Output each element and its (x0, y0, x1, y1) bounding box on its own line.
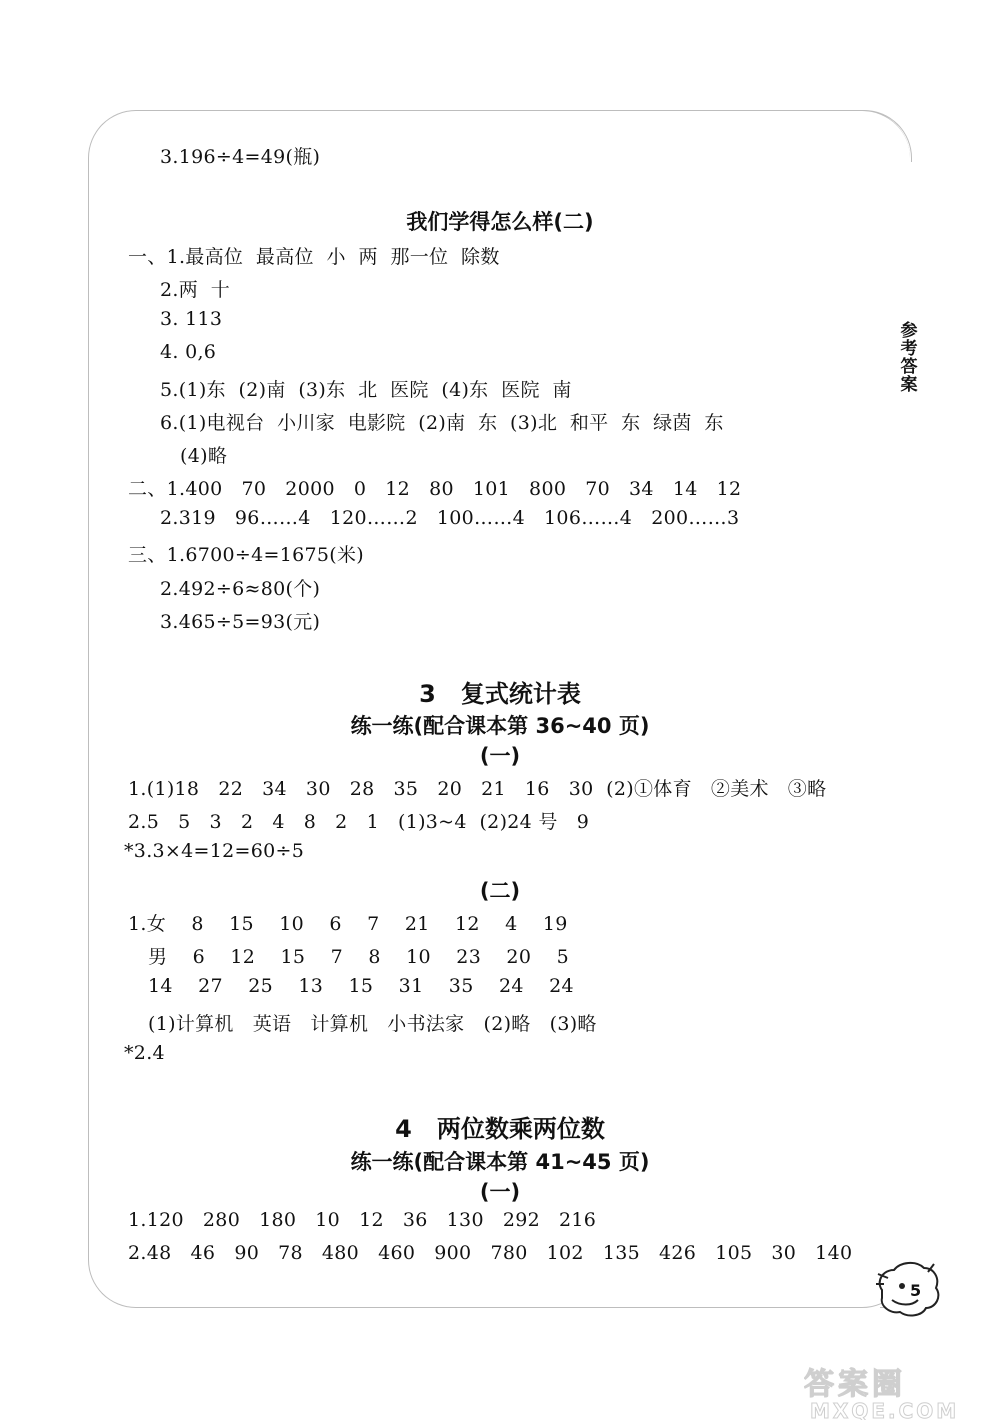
mascot-bird-icon (872, 1256, 948, 1322)
answer-line: 2.5 5 3 2 4 8 2 1 (1)3~4 (2)24 号 9 (128, 811, 590, 833)
answer-line: *3.3×4=12=60÷5 (124, 840, 305, 862)
answer-line: 2.319 96……4 120……2 100……4 106……4 200……3 (160, 507, 740, 529)
answer-line: 1.女 8 15 10 6 7 21 12 4 19 (128, 913, 568, 935)
chapter-subtitle-3: 练一练(配合课本第 36~40 页) (350, 714, 650, 738)
side-tab-label: 参 考 答 案 (900, 321, 918, 395)
answer-line: *2.4 (124, 1042, 165, 1064)
page-number: 5 (910, 1281, 922, 1300)
part-title: (一) (479, 1180, 521, 1204)
chapter-subtitle-4: 练一练(配合课本第 41~45 页) (350, 1150, 650, 1174)
answer-line: 3.196÷4=49(瓶) (160, 146, 321, 168)
answer-line: 14 27 25 13 15 31 35 24 24 (148, 975, 574, 997)
part-title: (二) (479, 879, 521, 903)
page-border-corner (860, 110, 912, 162)
watermark-domain: MXQE.COM (810, 1399, 960, 1420)
answer-line: 一、1.最高位 最高位 小 两 那一位 除数 (128, 246, 500, 268)
answer-line: 3. 113 (160, 308, 223, 330)
answer-line: 1.(1)18 22 34 30 28 35 20 21 16 30 (2)①体育 ②美术 ③略 (128, 778, 827, 800)
chapter-title-3: 3 复式统计表 (419, 680, 581, 708)
answer-line: 1.120 280 180 10 12 36 130 292 216 (128, 1209, 597, 1231)
answer-line: 2.48 46 90 78 480 460 900 780 102 135 426 105 30 140 (128, 1242, 853, 1264)
answer-line: 三、1.6700÷4=1675(米) (128, 544, 364, 566)
answer-line: 2.两 十 (160, 279, 231, 301)
answer-line: 6.(1)电视台 小川家 电影院 (2)南 东 (3)北 和平 东 绿茵 东 (160, 412, 724, 434)
answer-line: (1)计算机 英语 计算机 小书法家 (2)略 (3)略 (148, 1013, 597, 1035)
answer-line: 3.465÷5=93(元) (160, 611, 321, 633)
section-title-review: 我们学得怎么样(二) (406, 210, 594, 234)
answer-line: 男 6 12 15 7 8 10 23 20 5 (148, 946, 569, 968)
watermark-logo (804, 1364, 994, 1420)
answer-line: 5.(1)东 (2)南 (3)东 北 医院 (4)东 医院 南 (160, 379, 572, 401)
watermark-brand: 答案圈 (804, 1367, 906, 1402)
answer-line: 2.492÷6≈80(个) (160, 578, 321, 600)
part-title: (一) (479, 744, 521, 768)
answer-line: (4)略 (180, 445, 228, 467)
answer-line: 二、1.400 70 2000 0 12 80 101 800 70 34 14 12 (128, 478, 742, 500)
chapter-title-4: 4 两位数乘两位数 (395, 1115, 605, 1143)
answer-line: 4. 0,6 (160, 341, 217, 363)
